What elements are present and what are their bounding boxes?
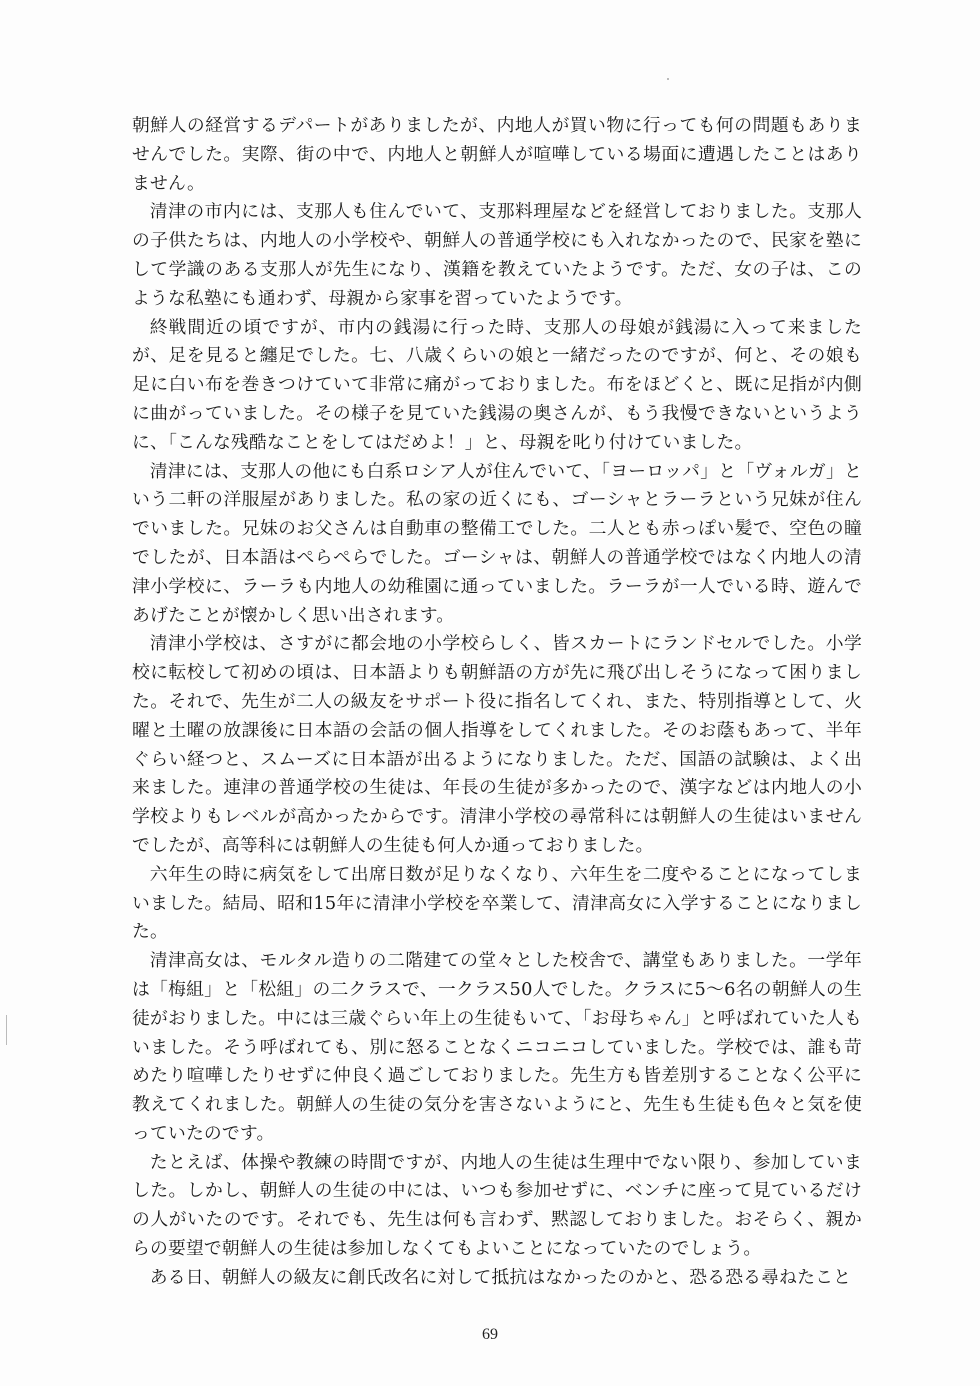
paragraph-6: 六年生の時に病気をして出席日数が足りなくなり、六年生を二度やることになってしまいました。結局、昭和15年に清津小学校を卒業して、清津高女に入学することになりました。 (132, 863, 862, 943)
paragraph-5: 清津小学校は、さすがに都会地の小学校らしく、皆スカートにランドセルでした。小学校に転校して初めの頃は、日本語よりも朝鮮語の方が先に飛び出しそうになって困りました。それで、先生が二人の級友をサポート役に指名してくれ、また、特別指導として、火曜と土曜の放課後に日本語の会話の個人指導をしてくれました。そのお蔭もあって、半年ぐらい経つと、スムーズに日本語が出るようになりました。ただ、国語の試験は、よく出来ました。連津の普通学校の生徒は、年長の生徒が多かったので、漢字などは内地人の小学校よりもレベルが高かったからです。清津小学校の尋常科には朝鮮人の生徒はいませんでしたが、高等科には朝鮮人の生徒も何人か通っておりました。 (132, 633, 862, 856)
scan-mark-top (667, 78, 669, 80)
body-text (132, 112, 862, 1293)
scan-mark-left (6, 1015, 7, 1045)
paragraph-8: たとえば、体操や教練の時間ですが、内地人の生徒は生理中でない限り、参加していました。しかし、朝鮮人の生徒の中には、いつも参加せずに、ベンチに座って見ているだけの人がいたのです。それでも、先生は何も言わず、黙認しておりました。おそらく、親からの要望で朝鮮人の生徒は参加しなくてもよいことになっていたのでしょう。 (132, 1151, 862, 1260)
page-number: 69 (482, 1326, 498, 1343)
paragraph-1: 朝鮮人の経営するデパートがありましたが、内地人が買い物に行っても何の問題もありませんでした。実際、街の中で、内地人と朝鮮人が喧嘩している場面に遭遇したことはありません。 (132, 115, 862, 194)
paragraph-4: 清津には、支那人の他にも白系ロシア人が住んでいて、「ヨーロッパ」と「ヴォルガ」という二軒の洋服屋がありました。私の家の近くにも、ゴーシャとラーラという兄妹が住んでいました。兄妹のお父さんは自動車の整備工でした。二人とも赤っぽい髪で、空色の瞳でしたが、日本語はぺらぺらでした。ゴーシャは、朝鮮人の普通学校ではなく内地人の清津小学校に、ラーラも内地人の幼稚園に通っていました。ラーラが一人でいる時、遊んであげたことが懐かしく思い出されます。 (132, 460, 862, 626)
paragraph-2: 清津の市内には、支那人も住んでいて、支那料理屋などを経営しておりました。支那人の子供たちは、内地人の小学校や、朝鮮人の普通学校にも入れなかったので、民家を塾にして学識のある支那人が先生になり、漢籍を教えていたようです。ただ、女の子は、このような私塾にも通わず、母親から家事を習っていたようです。 (132, 201, 862, 309)
paragraph-3: 終戦間近の頃ですが、市内の銭湯に行った時、支那人の母娘が銭湯に入って来ましたが、足を見ると纏足でした。七、八歳くらいの娘と一緒だったのですが、何と、その娘も足に白い布を巻きつけていて非常に痛がっておりました。布をほどくと、既に足指が内側に曲がっていました。その様子を見ていた銭湯の奥さんが、もう我慢できないというように、「こんな残酷なことをしてはだめよ！」と、母親を叱り付けていました。 (132, 316, 862, 453)
paragraph-7: 清津高女は、モルタル造りの二階建ての堂々とした校舎で、講堂もありました。一学年は「梅組」と「松組」の二クラスで、一クラス50人でした。クラスに5～6名の朝鮮人の生徒がおりました。中には三歳ぐらい年上の生徒もいて、「お母ちゃん」と呼ばれていた人もいました。そう呼ばれても、別に怒ることなくニコニコしていました。学校では、誰も苛めたり喧嘩したりせずに仲良く過ごしておりました。先生方も皆差別することなく公平に教えてくれました。朝鮮人の生徒の気分を害さないようにと、先生も生徒も色々と気を使っていたのです。 (132, 950, 862, 1144)
paragraph-9: ある日、朝鮮人の級友に創氏改名に対して抵抗はなかったのかと、恐る恐る尋ねたこと (149, 1266, 852, 1288)
